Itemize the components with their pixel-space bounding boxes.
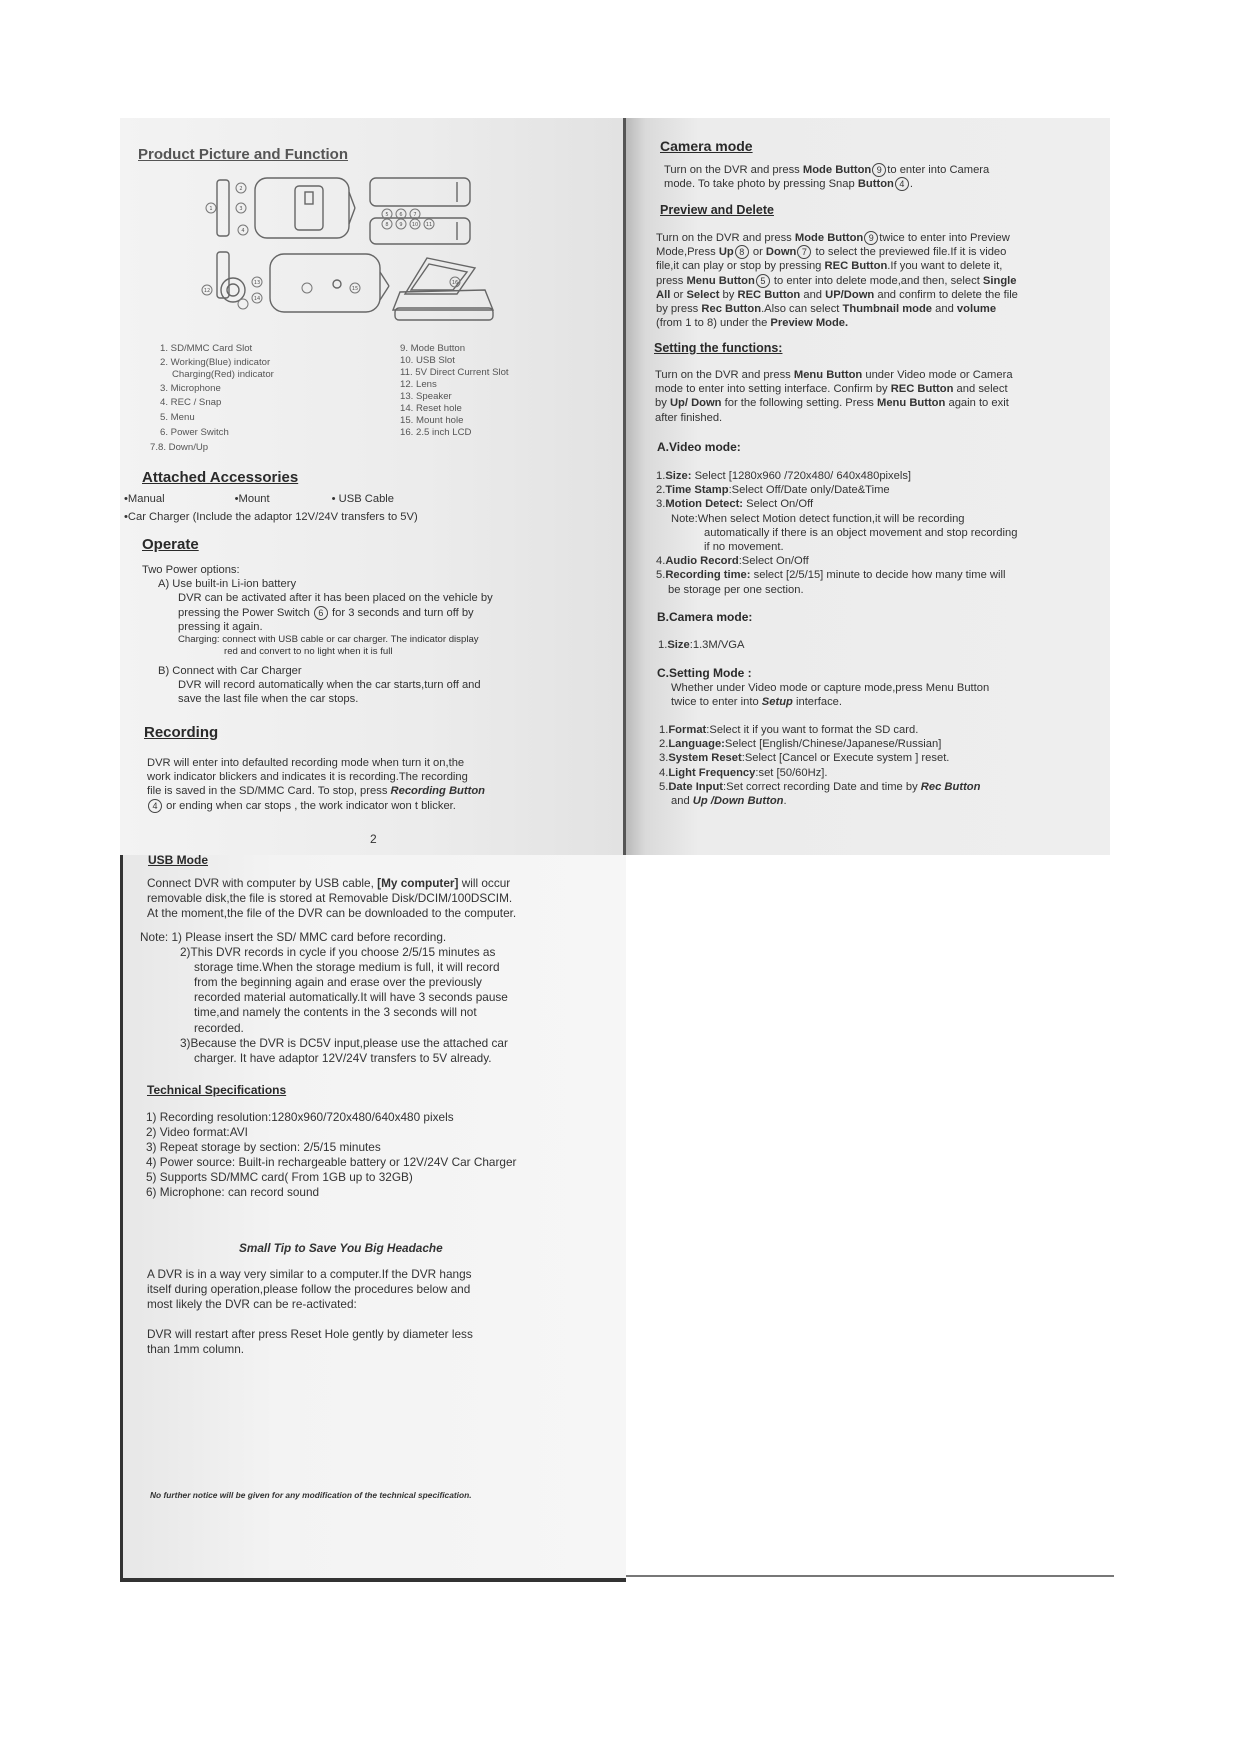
text-run: REC Button	[737, 288, 801, 301]
preview-delete-text	[656, 231, 1018, 330]
text-run: automatically if there is an object movement and stop recording	[704, 526, 1018, 539]
text-run: and	[671, 795, 693, 808]
page-number: 2	[370, 832, 377, 846]
diagram-label: 13	[253, 280, 261, 286]
setting-mode-title: C.Setting Mode :	[657, 666, 752, 680]
text-run: Select	[686, 288, 720, 301]
note-line: recorded material automatically.It will have 3 seconds pause	[194, 990, 508, 1005]
text-run: All	[656, 288, 671, 301]
text-run: Mode,Press	[656, 246, 719, 259]
text-run: :Set correct recording Date and time by	[723, 780, 921, 793]
diagram-label: 16	[451, 280, 459, 286]
part-item: Charging(Red) indicator	[172, 369, 274, 380]
spec-item: 3) Repeat storage by section: 2/5/15 minutes	[146, 1140, 381, 1154]
diagram-label: 14	[253, 296, 261, 302]
text-run: 1.	[658, 639, 668, 651]
part-item: 2. Working(Blue) indicator	[160, 357, 271, 368]
preview-delete-title: Preview and Delete	[660, 203, 774, 217]
text-run: by	[655, 397, 670, 410]
tip-line: most likely the DVR can be re-activated:	[147, 1297, 357, 1311]
text-run: REC Button	[824, 260, 888, 273]
text-run: Menu Button	[877, 397, 946, 410]
diagram-label: 9	[399, 222, 403, 228]
part-item: 13. Speaker	[400, 391, 452, 402]
diagram-label: 6	[399, 212, 403, 218]
text-run: Preview Mode.	[770, 317, 849, 330]
text-run: 3.	[656, 498, 666, 511]
recording-text	[147, 756, 485, 813]
video-mode-title: A.Video mode:	[657, 440, 741, 454]
page-edge-line	[626, 1575, 1114, 1577]
part-item: 5. Menu	[160, 412, 195, 423]
text-run: Menu Button	[793, 369, 863, 381]
setting-functions-text	[655, 368, 1013, 425]
circle-number: 5	[756, 274, 770, 288]
recording-line: file is saved in the SD/MMC Card. To stop, press	[147, 785, 391, 798]
text-run: or	[749, 246, 766, 259]
text-run: 2.	[659, 738, 669, 751]
text-run: Mode Button	[802, 164, 872, 176]
text-run: by	[719, 288, 738, 301]
text-run: System Reset	[668, 752, 742, 765]
text-run: Turn on the DVR and press	[664, 164, 803, 176]
recording-line: work indicator blickers and indicates it is recording.The recording	[147, 771, 468, 784]
accessory-manual: •Manual	[124, 493, 165, 505]
part-item: 14. Reset hole	[400, 403, 462, 414]
accessories-title: Attached Accessories	[142, 469, 299, 486]
camera-mode-settings-title: B.Camera mode:	[657, 610, 753, 624]
diagram-label: 4	[241, 228, 245, 234]
small-tip-title: Small Tip to Save You Big Headache	[239, 1241, 443, 1255]
text-run: (from 1 to 8) under the	[656, 317, 771, 330]
text-run: and	[932, 303, 957, 316]
text-run: Audio Record	[665, 555, 739, 568]
text-run: and	[800, 288, 826, 301]
text-run: mode to enter into setting interface. Confirm by	[655, 383, 891, 396]
circle-number: 4	[895, 177, 909, 191]
spec-item: 1) Recording resolution:1280x960/720x480/640x480 pixels	[146, 1110, 454, 1124]
usb-mode-text	[147, 876, 516, 921]
text-run: 2.	[656, 484, 666, 497]
text-run: Up/ Down	[669, 397, 722, 410]
text-run: Single	[982, 274, 1017, 287]
diagram-label: 1	[209, 206, 213, 212]
diagram-label: 5	[385, 212, 389, 218]
text-run: press	[656, 274, 687, 287]
text-run: Language:	[668, 738, 725, 751]
text-run: Button	[857, 178, 894, 191]
text-run: .If you want to delete it,	[887, 260, 1003, 273]
recording-line: DVR will enter into defaulted recording mode when turn it on,the	[147, 757, 465, 769]
accessory-mount: •Mount	[234, 493, 270, 505]
text-run: Whether under Video mode or capture mode,press Menu Button	[671, 682, 990, 694]
text-run: Menu Button	[686, 274, 755, 287]
recording-button-label: Recording Button	[390, 785, 485, 798]
text-run: Down	[765, 246, 797, 259]
camera-mode-settings	[658, 638, 744, 652]
text-run: Format	[668, 724, 707, 736]
tech-specs-list	[146, 1110, 516, 1200]
text-run: :1.3M/VGA	[689, 639, 745, 651]
note-line: storage time.When the storage medium is full, it will record	[194, 960, 500, 975]
diagram-label: 3	[239, 206, 243, 212]
usb-mode-title: USB Mode	[148, 853, 208, 867]
part-item: 7.8. Down/Up	[150, 442, 209, 453]
text-run: Thumbnail mode	[842, 303, 933, 316]
text-run: by press	[656, 303, 702, 316]
operate-line: DVR will record automatically when the car starts,turn off and	[178, 679, 481, 692]
text-run: under Video mode or Camera	[862, 369, 1013, 381]
text-run: or	[670, 288, 687, 301]
text-run: 1.	[656, 470, 666, 482]
camera-mode-title: Camera mode	[660, 138, 753, 154]
text-run: be storage per one section.	[668, 583, 804, 596]
text-run: twice to enter into Preview	[879, 232, 1010, 244]
text-run: Connect DVR with computer by USB cable,	[147, 876, 378, 890]
part-item: 11. 5V Direct Current Slot	[400, 367, 509, 378]
text-run: 1.	[659, 724, 669, 736]
part-item: 10. USB Slot	[400, 355, 455, 366]
operate-line: for 3 seconds and turn off by	[328, 606, 474, 619]
operate-charging: Charging: connect with USB cable or car charger. The indicator display	[178, 634, 479, 646]
text-run: Note:When select Motion detect function,it will be recording	[671, 512, 965, 525]
text-run: REC Button	[890, 383, 954, 396]
part-item: 1. SD/MMC Card Slot	[160, 343, 253, 354]
text-run: 4.	[659, 766, 669, 779]
setting-mode-list	[659, 723, 980, 808]
operate-line: Two Power options:	[142, 564, 240, 576]
note-line: Note: 1) Please insert the SD/ MMC card before recording.	[140, 930, 447, 944]
text-run: :set [50/60Hz].	[755, 766, 828, 779]
text-run: interface.	[792, 696, 843, 709]
circle-number: 7	[797, 245, 811, 259]
tip-line: DVR will restart after press Reset Hole gently by diameter less	[147, 1327, 473, 1341]
diagram-label: 8	[385, 222, 389, 228]
operate-charging: red and convert to no light when it is full	[224, 646, 393, 658]
circle-number: 6	[314, 606, 328, 620]
text-run: :Select Off/Date only/Date&Time	[728, 484, 890, 497]
text-run: Rec Button	[920, 780, 981, 793]
note-line: 2)This DVR records in cycle if you choose 2/5/15 minutes as	[180, 945, 496, 960]
text-run: At the moment,the file of the DVR can be downloaded to the computer.	[147, 906, 517, 920]
text-run: Time Stamp	[665, 484, 729, 497]
video-mode-list	[656, 469, 1017, 597]
text-run: .Also can select	[761, 303, 843, 316]
text-run: Rec Button	[701, 303, 762, 316]
tip-line: itself during operation,please follow the procedures below and	[147, 1282, 471, 1296]
text-run: for the following setting. Press	[721, 397, 877, 410]
part-item: 4. REC / Snap	[160, 397, 222, 408]
spec-item: 6) Microphone: can record sound	[146, 1185, 320, 1199]
text-run: :Select it if you want to format the SD card.	[706, 724, 919, 736]
text-run: to enter into delete mode,and then, select	[770, 274, 983, 287]
camera-mode-text: Turn on the DVR and press Mode Button 9 to enter into Camera mode. To take photo by pressing Snap Button 4 .	[664, 164, 990, 191]
text-run: Light Frequency	[668, 766, 756, 779]
tip-line: A DVR is in a way very similar to a computer.If the DVR hangs	[147, 1267, 472, 1281]
accessories-list	[124, 492, 418, 524]
text-run: .	[783, 795, 787, 808]
operate-line: A) Use built-in Li-ion battery	[158, 578, 297, 591]
text-run: volume	[956, 303, 997, 316]
part-item: 3. Microphone	[160, 383, 221, 394]
diagram-label: 7	[413, 212, 417, 218]
text-run: Size	[667, 639, 690, 651]
diagram-label: 11	[425, 222, 433, 228]
operate-line: B) Connect with Car Charger	[158, 665, 302, 678]
circle-number: 8	[735, 245, 749, 259]
text-run: after finished.	[655, 411, 723, 424]
text-run: select [2/5/15] minute to decide how many time will	[750, 569, 1006, 582]
text-run: Turn on the DVR and press	[655, 369, 794, 381]
accessory-charger: •Car Charger (Include the adaptor 12V/24V transfers to 5V)	[124, 511, 418, 524]
operate-line: save the last file when the car stops.	[178, 693, 359, 706]
operate-line: pressing it again.	[178, 620, 263, 633]
tech-specs-title: Technical Specifications	[147, 1083, 287, 1097]
text-run: Up /Down Button	[692, 795, 784, 808]
text-run: [My computer]	[377, 876, 459, 890]
spec-item: 2) Video format:AVI	[146, 1125, 248, 1139]
circle-number: 9	[864, 231, 878, 245]
text-run: if no movement.	[704, 541, 784, 554]
text-run: Date Input	[668, 780, 724, 793]
note-line: time,and namely the contents in the 3 seconds will not	[194, 1005, 477, 1020]
circle-number: 4	[148, 799, 162, 813]
text-run: Setup	[761, 696, 793, 709]
accessory-usb-cable: • USB Cable	[331, 493, 394, 505]
text-run: :Select On/Off	[738, 555, 809, 568]
text-run: UP/Down	[825, 288, 875, 301]
text-run: and confirm to delete the file	[874, 288, 1018, 301]
part-item: 9. Mode Button	[400, 343, 466, 354]
part-item: 16. 2.5 inch LCD	[400, 427, 472, 438]
parts-list-left	[150, 343, 274, 454]
text-run: Select On/Off	[743, 498, 814, 511]
text-run: Recording time:	[665, 569, 751, 582]
diagram-label: 2	[239, 186, 243, 192]
text-run: again to exit	[945, 397, 1009, 410]
circle-number: 9	[872, 163, 886, 177]
note-line: recorded.	[194, 1020, 244, 1035]
note-line: charger. It have adaptor 12V/24V transfers to 5V already.	[194, 1050, 492, 1065]
text-run: :Select [Cancel or Execute system ] reset.	[741, 752, 950, 765]
parts-list-right	[400, 343, 509, 439]
text-run: to enter into Camera	[887, 164, 990, 176]
product-picture-title: Product Picture and Function	[138, 146, 349, 163]
setting-mode-text	[671, 681, 989, 709]
recording-line: or ending when car stops , the work indicator won t blicker.	[166, 799, 456, 812]
operate-line: DVR can be activated after it has been placed on the vehicle by	[178, 592, 493, 605]
text-run: and select	[953, 383, 1008, 396]
text-run: 4.	[656, 555, 666, 568]
text-run: Up	[718, 246, 734, 259]
text-run: Mode Button	[794, 232, 864, 244]
part-item: 12. Lens	[400, 379, 437, 390]
text-run: twice to enter into	[671, 696, 762, 709]
tip-line: than 1mm column.	[147, 1342, 245, 1356]
text-run: file,it can play or stop by pressing	[656, 260, 825, 273]
diagram-label: 15	[351, 286, 359, 292]
text-run: 3.	[659, 752, 669, 765]
spec-item: 5) Supports SD/MMC card( From 1GB up to 32GB)	[146, 1170, 413, 1184]
spec-item: 4) Power source: Built-in rechargeable battery or 12V/24V Car Charger	[146, 1155, 517, 1169]
text-run: 5.	[659, 780, 669, 793]
footer-notice: No further notice will be given for any modification of the technical specification.	[150, 1490, 472, 1500]
text-run: Motion Detect:	[665, 498, 744, 511]
setting-functions-title: Setting the functions:	[654, 341, 783, 355]
text-run: removable disk,the file is stored at Removable Disk/DCIM/100DSCIM.	[147, 891, 513, 905]
small-tip-text	[147, 1267, 473, 1357]
operate-title: Operate	[142, 536, 199, 553]
diagram-label: 10	[411, 222, 419, 228]
operate-line: pressing the Power Switch	[178, 606, 313, 619]
diagram-label: 12	[203, 288, 211, 294]
text-run: 5.	[656, 569, 666, 582]
text-run: Select [English/Chinese/Japanese/Russian]	[724, 738, 942, 751]
text-run: Turn on the DVR and press	[656, 232, 795, 244]
text-run: will occur	[458, 876, 511, 890]
operate-text	[142, 563, 493, 707]
usb-notes	[140, 930, 508, 1066]
text-run: mode. To take photo by pressing Snap	[664, 178, 858, 191]
note-line: from the beginning again and erase over the previously	[194, 975, 482, 990]
product-diagram	[195, 172, 515, 328]
text-run: to select the previewed file.If it is video	[812, 246, 1007, 259]
note-line: 3)Because the DVR is DC5V input,please use the attached car	[180, 1035, 508, 1050]
part-item: 6. Power Switch	[160, 427, 229, 438]
recording-title: Recording	[144, 724, 219, 741]
part-item: 15. Mount hole	[400, 415, 464, 426]
text-run: Size:	[665, 470, 692, 482]
text-run: Select [1280x960 /720x480/ 640x480pixels]	[691, 470, 912, 482]
